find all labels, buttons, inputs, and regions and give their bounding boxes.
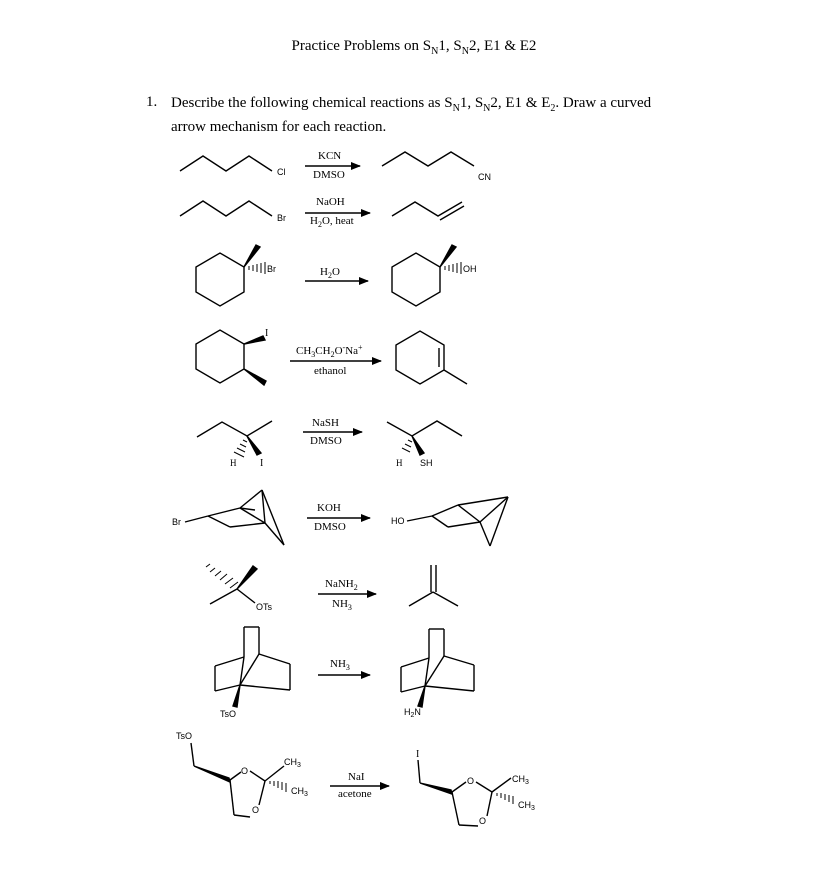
r4-product-ring — [396, 331, 444, 384]
r2-rb-sub: 2 — [317, 220, 322, 229]
r4-reagent-bottom: ethanol — [314, 365, 347, 377]
r9-prod-o2: O — [479, 816, 487, 826]
r9-hash — [270, 781, 286, 792]
r8-substrate — [215, 627, 290, 691]
r4-rt-sup2: + — [358, 343, 363, 352]
r5-product — [387, 421, 462, 436]
r8-tso-label: TsO — [220, 709, 237, 719]
r3-rt-sub: 2 — [327, 271, 332, 280]
r9-reagent-top: NaI — [348, 771, 365, 783]
r9-prod-ch3b-sub: 3 — [531, 805, 535, 812]
r9-prod-ch3a-bond — [492, 778, 511, 792]
r7-ots-label: OTs — [256, 602, 273, 612]
r9-ch3a-bond — [265, 766, 284, 781]
r3-prod-wedge — [440, 245, 456, 267]
r9-bond-tso — [191, 743, 194, 766]
r6-reagent-top: KOH — [317, 502, 341, 514]
r7-hash — [206, 564, 238, 588]
r4-rt-s2: 2 — [330, 350, 335, 359]
r9-prod-wedge — [420, 783, 452, 794]
r3-hash — [249, 262, 265, 274]
r8-product — [401, 629, 474, 692]
r6-substrate — [185, 490, 284, 545]
r8-pl-sub: 2 — [410, 712, 415, 719]
r1-substrate — [180, 156, 272, 171]
r3-wedge — [244, 245, 260, 267]
r9-ch3a-sub: 3 — [297, 762, 301, 769]
r9-ch3b-a: CH — [291, 786, 304, 796]
r3-rt-a: H — [320, 266, 328, 278]
r9-ch3b — [291, 786, 308, 798]
q-l1c: 1, S — [459, 95, 484, 111]
r9-o2: O — [252, 805, 260, 815]
r3-oh-label: OH — [463, 264, 477, 274]
r3-reagent-top — [320, 266, 340, 280]
r9-prod-ch3a — [512, 774, 529, 786]
title-sub-n1: N — [431, 46, 439, 57]
r7-wedge — [237, 566, 257, 589]
title-sub-n2: N — [461, 46, 469, 57]
r8-h2n-label — [404, 707, 421, 719]
reaction-6 — [172, 490, 508, 546]
r9-prod-ch3b-a: CH — [518, 800, 531, 810]
reaction-3 — [196, 245, 477, 306]
r5-sh-label: SH — [420, 458, 433, 468]
r1-reagent-bottom: DMSO — [313, 169, 345, 181]
r7-rb-a: NH — [332, 598, 348, 610]
r2-br-label: Br — [277, 213, 286, 223]
r9-ch3b-sub: 3 — [304, 791, 308, 798]
r5-prod-h-label: H — [396, 458, 403, 468]
reaction-4 — [196, 328, 467, 385]
r7-reagent-top — [325, 578, 358, 592]
r2-reagent-top: NaOH — [316, 196, 345, 208]
r1-cl-label: Cl — [277, 167, 286, 177]
r3-rt-b: O — [331, 266, 340, 278]
r9-prod-i: I — [416, 749, 420, 760]
r4-methyl — [444, 370, 467, 384]
r5-hash — [234, 440, 247, 457]
r2-rb-a: H — [310, 215, 318, 227]
r9-prod-o1: O — [467, 776, 475, 786]
r5-prod-hash — [402, 440, 412, 452]
r4-rt-c: O — [334, 345, 343, 357]
reaction-2 — [180, 196, 464, 229]
r5-i-label: I — [260, 458, 264, 469]
r1-product — [382, 152, 474, 166]
r7-rt-sub: 2 — [353, 583, 358, 592]
r7-rt-a: NaNH — [325, 578, 354, 590]
r9-ch3a — [284, 757, 301, 769]
r2-reagent-bottom — [310, 215, 354, 229]
r5-reagent-bottom: DMSO — [310, 435, 342, 447]
r5-substrate — [197, 421, 272, 437]
r4-rt-s1: 3 — [311, 350, 316, 359]
r2-rb-b: O, heat — [321, 215, 354, 227]
r8-pl-b: N — [414, 707, 421, 717]
reaction-9 — [176, 731, 535, 826]
r4-i-label: I — [265, 328, 269, 339]
r9-reagent-bottom: acetone — [338, 788, 372, 800]
r7-product — [409, 565, 458, 606]
r6-br-label: Br — [172, 517, 181, 527]
r9-prod-ch3b — [518, 800, 535, 812]
title-end: 2, E1 & E2 — [468, 38, 537, 54]
r3-br-label: Br — [267, 264, 276, 274]
r9-prod-ch3a-sub: 3 — [525, 779, 529, 786]
r2-substrate — [180, 201, 272, 216]
r9-prod-hash — [497, 793, 513, 804]
r8-wedge — [233, 685, 240, 707]
r7-bond-ots — [237, 589, 255, 603]
reaction-1 — [180, 150, 491, 182]
r7-bond-left — [210, 589, 237, 604]
r9-ch3a-a: CH — [284, 757, 297, 767]
r4-substrate-ring — [196, 330, 244, 383]
r3-substrate-ring — [196, 253, 244, 306]
r3-prod-hash — [445, 262, 461, 274]
r9-tso-label: TsO — [176, 731, 193, 741]
r8-prod-wedge — [418, 686, 425, 707]
r1-cn-label: CN — [478, 172, 491, 182]
r5-wedge — [247, 436, 261, 455]
q-l1a: Describe the following chemical reactions as S — [171, 95, 453, 111]
r6-ho-label: HO — [391, 516, 405, 526]
r4-rt-d: Na — [345, 345, 359, 357]
r4-wedge-i — [244, 336, 265, 344]
r5-reagent-top: NaSH — [312, 417, 339, 429]
r4-reagent-top — [296, 343, 363, 359]
r4-rt-b: CH — [315, 345, 331, 357]
r6-product — [407, 497, 508, 546]
r9-prod-i-bond — [418, 760, 420, 783]
r8-rt-sub: 3 — [345, 663, 350, 672]
title-mid: 1, S — [438, 38, 462, 54]
q-l1e: 2, E1 & E — [490, 95, 551, 111]
q-l2: arrow mechanism for each reaction. — [171, 119, 387, 135]
r8-reagent-top — [330, 658, 350, 672]
q-l1b: N — [452, 103, 460, 114]
q-l1f: 2 — [550, 103, 556, 114]
r9-o1: O — [241, 766, 249, 776]
q-l1d: N — [483, 103, 491, 114]
r5-prod-wedge — [412, 436, 424, 455]
r3-product-ring — [392, 253, 440, 306]
r7-reagent-bottom — [332, 598, 352, 612]
reaction-5 — [197, 417, 462, 469]
r7-rb-sub: 3 — [347, 603, 352, 612]
question-number: 1. — [146, 94, 158, 110]
r9-prod-ch3a-a: CH — [512, 774, 525, 784]
r5-h-label: H — [230, 458, 237, 468]
r9-wedge-ch2 — [194, 766, 230, 782]
r4-wedge-me — [244, 369, 266, 385]
r8-rt-a: NH — [330, 658, 346, 670]
r6-reagent-bottom: DMSO — [314, 521, 346, 533]
r4-rt-sup1: - — [342, 343, 346, 352]
r4-rt-a: CH — [296, 345, 312, 357]
r8-pl-a: H — [404, 707, 411, 717]
title-prefix: Practice Problems on S — [291, 38, 432, 54]
r9-ring — [230, 771, 265, 817]
r1-reagent-top: KCN — [318, 150, 342, 162]
reaction-8 — [215, 627, 474, 719]
q-l1g: . Draw a curved — [555, 95, 652, 111]
reaction-7 — [206, 564, 458, 612]
